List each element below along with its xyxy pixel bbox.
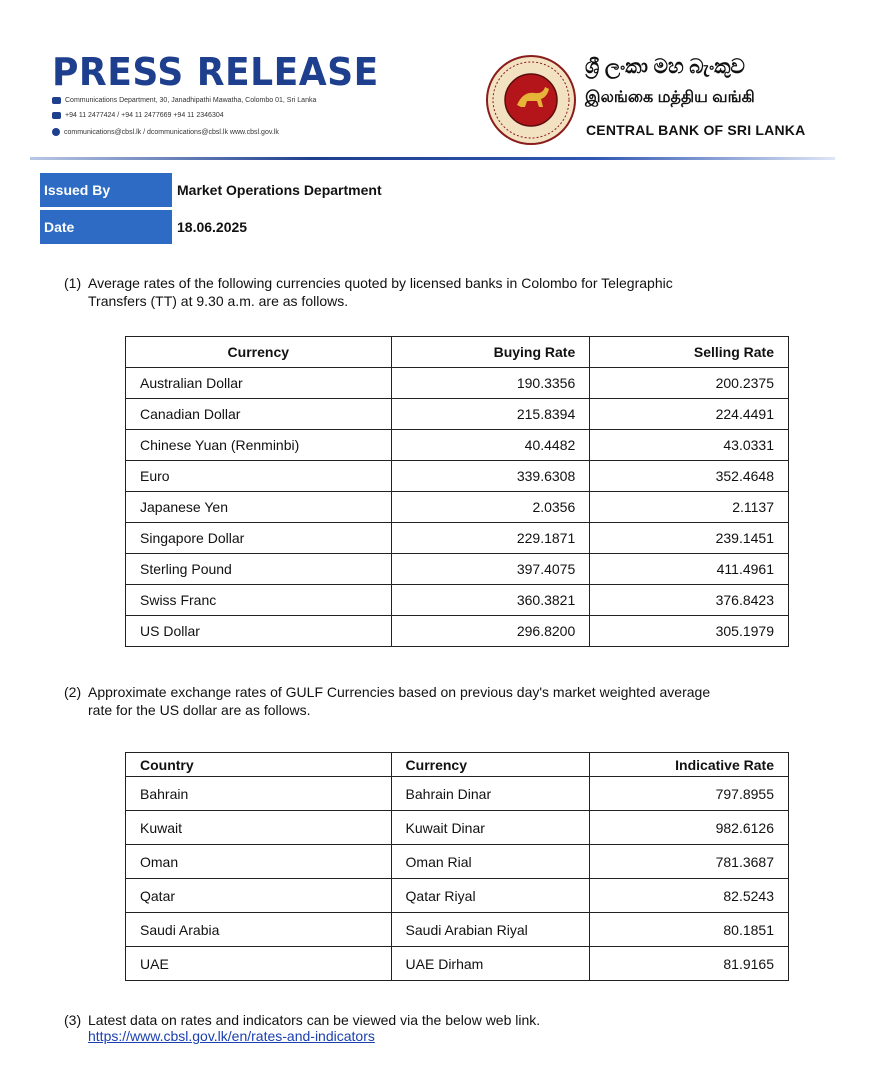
table-row (126, 368, 789, 399)
address-line (52, 97, 316, 104)
indicative-rate-cell: 80.1851 (590, 913, 789, 947)
email-line (52, 128, 279, 136)
buying-rate-cell: 215.8394 (391, 399, 590, 430)
selling-rate-cell: 239.1451 (590, 523, 789, 554)
phone-text: +94 11 2477424 / +94 11 2477669 +94 11 2346304 (65, 112, 224, 119)
table-row (126, 430, 789, 461)
selling-rate-cell: 43.0331 (590, 430, 789, 461)
table-row (126, 399, 789, 430)
currency-cell: UAE Dirham (391, 947, 590, 981)
selling-rate-cell: 352.4648 (590, 461, 789, 492)
central-bank-seal-icon (486, 55, 576, 145)
section-3-number: (3) (64, 1012, 82, 1028)
buying-rate-cell: 40.4482 (391, 430, 590, 461)
table-row (126, 492, 789, 523)
section-2-line-1: Approximate exchange rates of GULF Currencies based on previous day's market weighted average (88, 684, 711, 700)
issued-by-label: Issued By (40, 173, 172, 207)
currency-cell: Chinese Yuan (Renminbi) (126, 430, 392, 461)
section-1-paragraph (64, 274, 826, 310)
buying-rate-cell: 190.3356 (391, 368, 590, 399)
currency-cell: US Dollar (126, 616, 392, 647)
press-release-title: PRESS RELEASE (52, 50, 379, 94)
issued-by-value: Market Operations Department (177, 182, 382, 198)
country-cell: Kuwait (126, 811, 392, 845)
building-icon (52, 97, 61, 104)
section-2-number: (2) (64, 684, 82, 700)
column-header-currency: Currency (126, 337, 392, 368)
currency-cell: Bahrain Dinar (391, 777, 590, 811)
column-header-indicative-rate: Indicative Rate (590, 753, 789, 777)
buying-rate-cell: 339.6308 (391, 461, 590, 492)
section-2-paragraph (64, 683, 826, 719)
column-header-selling-rate: Selling Rate (590, 337, 789, 368)
bank-name-sinhala: ශ්‍රී ලංකා මහ බැංකුව (585, 56, 745, 78)
table-row (126, 523, 789, 554)
indicative-rate-cell: 982.6126 (590, 811, 789, 845)
country-cell: Qatar (126, 879, 392, 913)
section-3-text: Latest data on rates and indicators can be viewed via the below web link. (88, 1012, 541, 1028)
currency-cell: Japanese Yen (126, 492, 392, 523)
phone-icon (52, 112, 61, 119)
table-row (126, 554, 789, 585)
column-header-buying-rate: Buying Rate (391, 337, 590, 368)
selling-rate-cell: 305.1979 (590, 616, 789, 647)
buying-rate-cell: 296.8200 (391, 616, 590, 647)
table-row (126, 585, 789, 616)
section-1-number: (1) (64, 275, 82, 291)
buying-rate-cell: 397.4075 (391, 554, 590, 585)
bank-name-english: CENTRAL BANK OF SRI LANKA (586, 122, 806, 138)
selling-rate-cell: 2.1137 (590, 492, 789, 523)
selling-rate-cell: 376.8423 (590, 585, 789, 616)
table-row (126, 913, 789, 947)
country-cell: Bahrain (126, 777, 392, 811)
country-cell: UAE (126, 947, 392, 981)
table-row (126, 777, 789, 811)
currency-rates-table (125, 336, 789, 647)
gulf-currency-table (125, 752, 789, 981)
table-row (126, 879, 789, 913)
header-divider (30, 157, 835, 160)
address-text: Communications Department, 30, Janadhipathi Mawatha, Colombo 01, Sri Lanka (65, 97, 317, 104)
currency-cell: Singapore Dollar (126, 523, 392, 554)
column-header-currency: Currency (391, 753, 590, 777)
buying-rate-cell: 229.1871 (391, 523, 590, 554)
currency-cell: Swiss Franc (126, 585, 392, 616)
rates-and-indicators-link[interactable]: https://www.cbsl.gov.lk/en/rates-and-indicators (88, 1028, 375, 1044)
email-icon (52, 128, 60, 136)
country-cell: Oman (126, 845, 392, 879)
section-1-line-1: Average rates of the following currencies quoted by licensed banks in Colombo for Telegraphic (88, 275, 673, 291)
selling-rate-cell: 200.2375 (590, 368, 789, 399)
selling-rate-cell: 411.4961 (590, 554, 789, 585)
buying-rate-cell: 2.0356 (391, 492, 590, 523)
table-row (126, 461, 789, 492)
indicative-rate-cell: 81.9165 (590, 947, 789, 981)
currency-cell: Saudi Arabian Riyal (391, 913, 590, 947)
table-header-row (126, 753, 789, 777)
country-cell: Saudi Arabia (126, 913, 392, 947)
currency-cell: Oman Rial (391, 845, 590, 879)
section-1-line-2: Transfers (TT) at 9.30 a.m. are as follows. (88, 293, 349, 309)
indicative-rate-cell: 82.5243 (590, 879, 789, 913)
currency-cell: Euro (126, 461, 392, 492)
currency-cell: Qatar Riyal (391, 879, 590, 913)
table-header-row (126, 337, 789, 368)
table-row (126, 811, 789, 845)
selling-rate-cell: 224.4491 (590, 399, 789, 430)
phone-line (52, 112, 224, 119)
currency-cell: Australian Dollar (126, 368, 392, 399)
section-2-line-2: rate for the US dollar are as follows. (88, 702, 311, 718)
date-label: Date (40, 210, 172, 244)
table-row (126, 947, 789, 981)
currency-cell: Canadian Dollar (126, 399, 392, 430)
indicative-rate-cell: 797.8955 (590, 777, 789, 811)
table-row (126, 616, 789, 647)
buying-rate-cell: 360.3821 (391, 585, 590, 616)
table-row (126, 845, 789, 879)
email-text: communications@cbsl.lk / dcommunications@cbsl.lk www.cbsl.gov.lk (64, 128, 279, 136)
currency-cell: Sterling Pound (126, 554, 392, 585)
bank-name-tamil: இலங்கை மத்திய வங்கி (585, 89, 755, 106)
column-header-country: Country (126, 753, 392, 777)
section-3-paragraph (64, 1011, 826, 1029)
currency-cell: Kuwait Dinar (391, 811, 590, 845)
date-value: 18.06.2025 (177, 219, 248, 235)
indicative-rate-cell: 781.3687 (590, 845, 789, 879)
